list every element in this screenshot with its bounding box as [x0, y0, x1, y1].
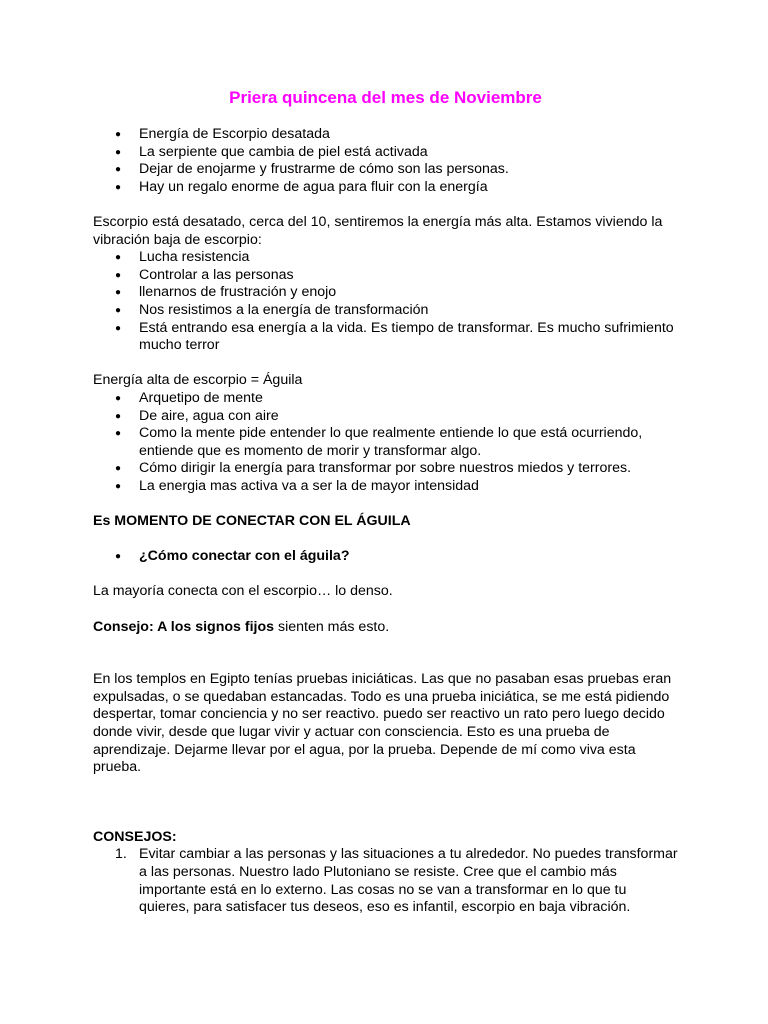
bullet-list-aguila — [93, 390, 678, 496]
list-item: ● De aire, agua con aire — [93, 408, 678, 426]
list-item: ● Hay un regalo enorme de agua para fluir con la energía — [93, 179, 678, 197]
list-item: ● Energía de Escorpio desatada — [93, 126, 678, 144]
paragraph-templos-egipto: En los templos en Egipto tenías pruebas iniciáticas. Las que no pasaban esas pruebas eran expulsadas, o se quedaban estancadas. Todo es una prueba iniciática, se me está pidiendo despertar, tomar conciencia y no ser reactivo. puedo ser reactivo un rato pero luego decido donde vivir, desde que lugar vivir y actuar con consciencia. Esto es una prueba de aprendizaje. Dejarme llevar por el agua, por la prueba. Depende de mí como viva esta prueba. — [93, 671, 672, 776]
bullet-list-escorpio — [93, 126, 678, 196]
paragraph-energia-alta: Energía alta de escorpio = Águila — [93, 372, 303, 389]
consejo-text: sienten más esto. — [274, 618, 390, 635]
document-title: Priera quincena del mes de Noviembre — [229, 88, 542, 107]
list-item: ● Nos resistimos a la energía de transformación — [93, 302, 678, 320]
list-item — [93, 846, 678, 916]
numbered-list-consejos — [93, 846, 678, 916]
list-item: ● La energia mas activa va a ser la de mayor intensidad — [93, 478, 678, 496]
document-page — [93, 88, 678, 917]
bullet-list-vibracion-baja — [93, 249, 678, 355]
consejo-label: Consejo: A los signos fijos — [93, 618, 275, 635]
paragraph-mayoria: La mayoría conecta con el escorpio… lo denso. — [93, 583, 393, 600]
heading-momento-aguila: Es MOMENTO DE CONECTAR CON EL ÁGUILA — [93, 513, 411, 530]
list-item: ● ¿Cómo conectar con el águila? — [93, 548, 678, 566]
list-item: ● llenarnos de frustración y enojo — [93, 284, 678, 302]
list-item: ● Arquetipo de mente — [93, 390, 678, 408]
list-item: ● Como la mente pide entender lo que realmente entiende lo que está ocurriendo, entiende que es momento de morir y transformar algo. — [93, 425, 678, 460]
list-item: ● Controlar a las personas — [93, 267, 678, 285]
list-item: ● Lucha resistencia — [93, 249, 678, 267]
bullet-list-conectar — [93, 548, 678, 566]
list-item: ● Está entrando esa energía a la vida. Es tiempo de transformar. Es mucho sufrimiento mucho terror — [93, 320, 678, 355]
list-item: ● Cómo dirigir la energía para transformar por sobre nuestros miedos y terrores. — [93, 460, 678, 478]
paragraph-escorpio-desatado: Escorpio está desatado, cerca del 10, sentiremos la energía más alta. Estamos viviendo la vibración baja de escorpio: — [93, 213, 663, 248]
list-item: ● La serpiente que cambia de piel está activada — [93, 144, 678, 162]
list-number: 1. — [115, 846, 127, 863]
heading-consejos: CONSEJOS: — [93, 828, 177, 845]
paragraph-consejo — [93, 619, 678, 637]
list-item-text: Evitar cambiar a las personas y las situaciones a tu alrededor. No puedes transformar a las personas. Nuestro lado Plutoniano se resiste. Cree que el cambio más importante está en lo externo. Las cosas no se van a transformar en lo que tu quieres, para satisfacer tus deseos, eso es infantil, escorpio en baja vibración. — [139, 846, 678, 916]
list-item: ● Dejar de enojarme y frustrarme de cómo son las personas. — [93, 161, 678, 179]
